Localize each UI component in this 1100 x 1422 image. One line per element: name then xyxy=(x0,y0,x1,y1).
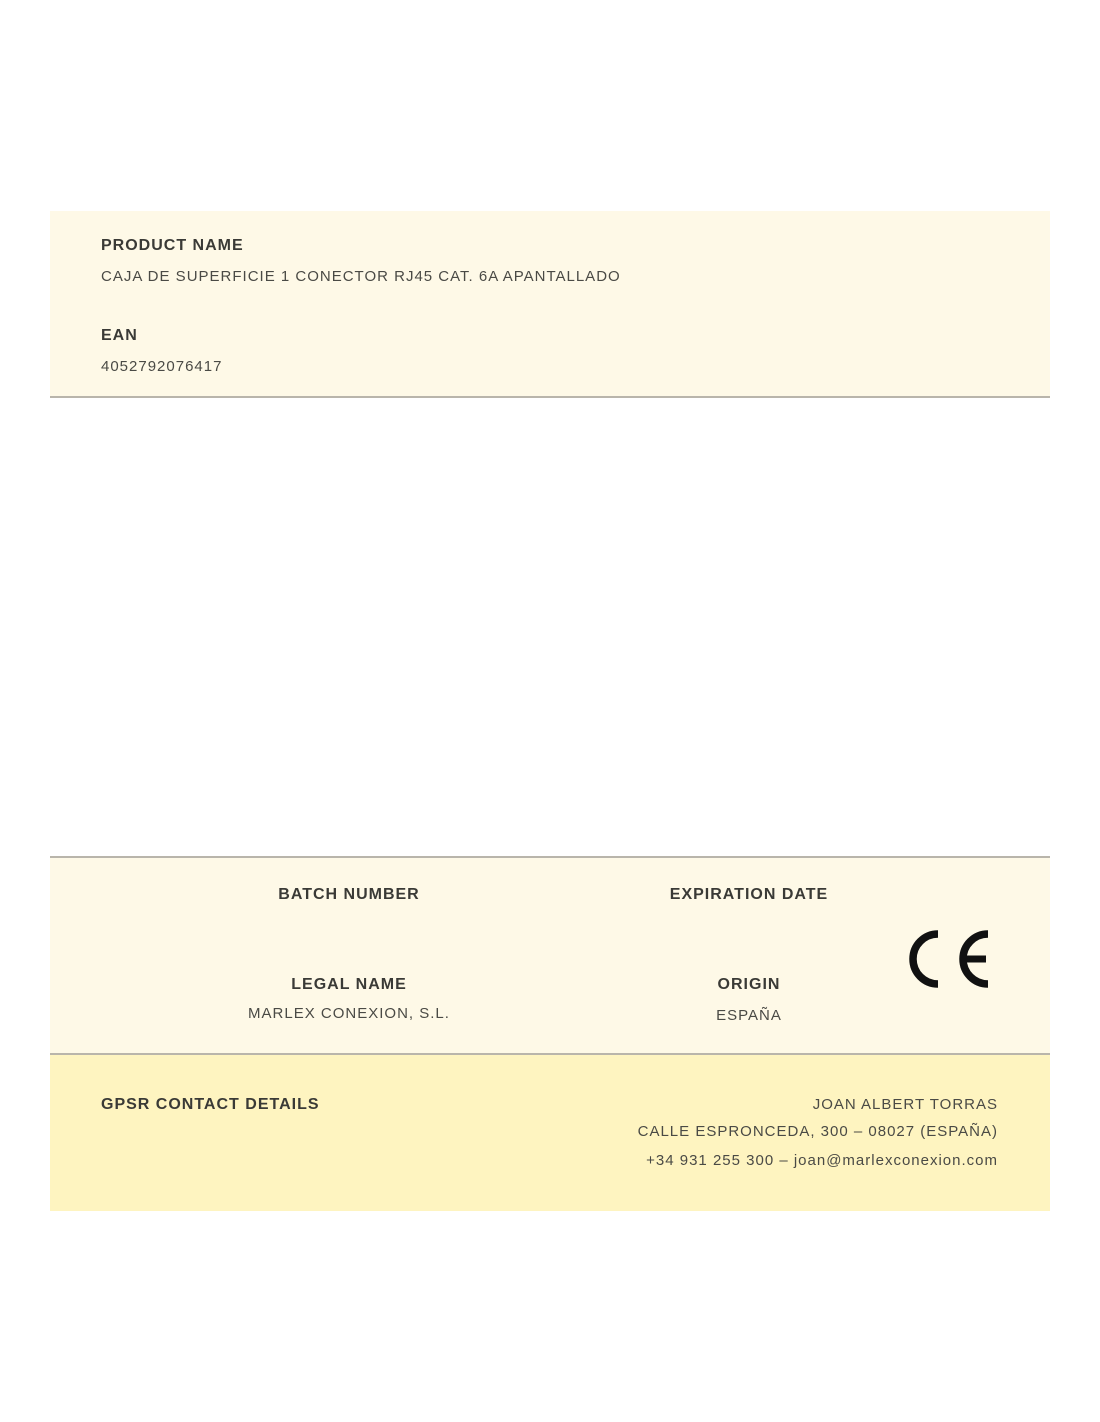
legal-name-label: LEGAL NAME xyxy=(291,976,407,993)
expiration-date-label: EXPIRATION DATE xyxy=(669,886,829,903)
contact-address: CALLE ESPRONCEDA, 300 – 08027 (ESPAÑA) xyxy=(637,1123,998,1140)
ean-value: 4052792076417 xyxy=(101,358,223,375)
origin-value: ESPAÑA xyxy=(716,1007,782,1024)
legal-name-value: MARLEX CONEXION, S.L. xyxy=(248,1005,450,1022)
batch-number-label: BATCH NUMBER xyxy=(278,886,420,903)
ean-label: EAN xyxy=(101,327,138,344)
product-name-label: PRODUCT NAME xyxy=(101,237,244,254)
product-section xyxy=(50,211,1050,398)
details-section xyxy=(50,856,1050,1055)
contact-section xyxy=(50,1055,1050,1211)
gpsr-contact-label: GPSR CONTACT DETAILS xyxy=(101,1096,320,1113)
contact-phone-email: +34 931 255 300 – joan@marlexconexion.com xyxy=(646,1152,998,1169)
product-name-value: CAJA DE SUPERFICIE 1 CONECTOR RJ45 CAT. 6A APANTALLADO xyxy=(101,268,621,285)
ce-mark-icon xyxy=(908,928,994,990)
contact-name: JOAN ALBERT TORRAS xyxy=(812,1096,998,1113)
origin-label: ORIGIN xyxy=(717,976,781,993)
